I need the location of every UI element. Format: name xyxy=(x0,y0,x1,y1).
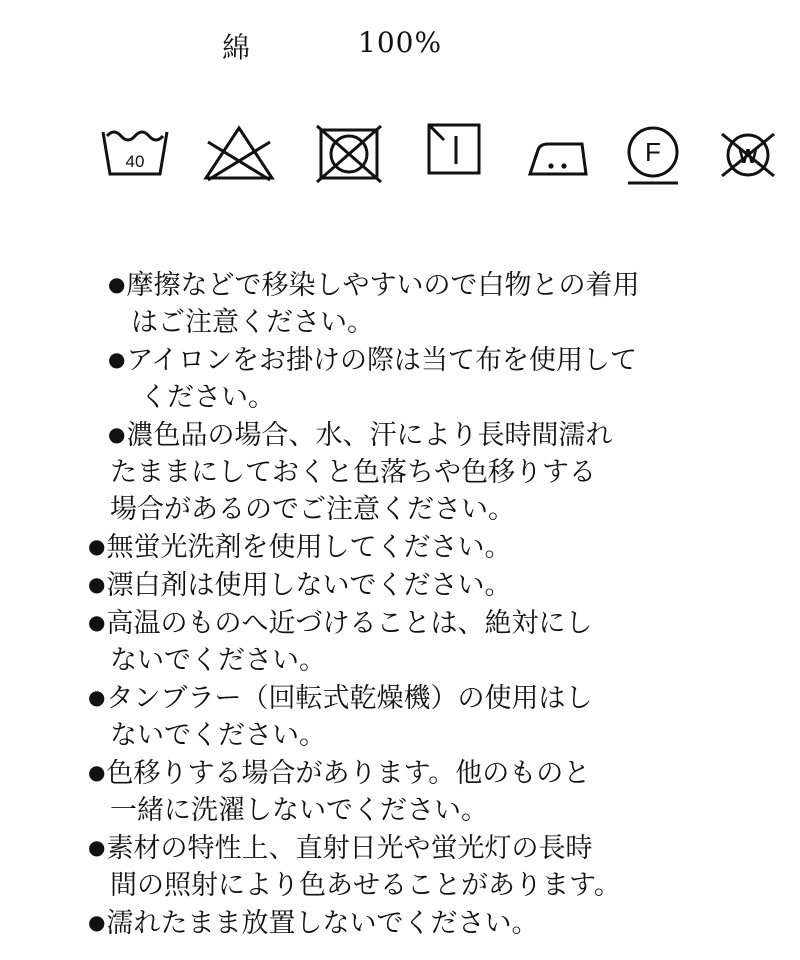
bullet: ● xyxy=(88,534,106,558)
note-line: たままにしておくと色落ちや色移りする xyxy=(110,457,596,488)
note-line: 一緒に洗濯しないでください。 xyxy=(110,795,488,826)
note-line: 漂白剤は使用しないでください。 xyxy=(106,570,512,601)
note-line: 摩擦などで移染しやすいので白物との着用 xyxy=(126,270,640,301)
wet-clean-letter: W xyxy=(738,146,758,168)
note-line: 濡れたまま放置しないでください。 xyxy=(106,908,539,939)
bullet: ● xyxy=(88,910,106,934)
dry-clean-f-icon xyxy=(624,126,682,186)
note-item xyxy=(0,566,800,604)
fiber-name: 綿 xyxy=(222,31,252,64)
note-line: ください。 xyxy=(140,382,275,413)
iron-low-icon xyxy=(526,138,590,180)
bullet: ● xyxy=(88,572,106,596)
wash-temp-label: 40 xyxy=(125,152,145,171)
note-line: 素材の特性上、直射日光や蛍光灯の長時 xyxy=(106,833,593,864)
bullet: ● xyxy=(88,760,106,784)
note-item xyxy=(0,904,800,942)
note-line: 高温のものへ近づけることは、絶対にし xyxy=(106,608,593,639)
note-line: 間の照射により色あせることがあります。 xyxy=(110,870,621,901)
note-line: 場合があるのでご注意ください。 xyxy=(110,494,515,525)
care-notes xyxy=(0,266,800,942)
note-item xyxy=(0,754,800,829)
note-line: アイロンをお掛けの際は当て布を使用して xyxy=(126,345,638,376)
bullet: ● xyxy=(108,347,126,371)
note-line: 無蛍光洗剤を使用してください。 xyxy=(106,532,512,563)
no-bleach-icon xyxy=(202,124,276,182)
note-item xyxy=(0,341,800,416)
no-wet-clean-icon xyxy=(718,132,778,178)
note-line: はご注意ください。 xyxy=(131,307,374,338)
note-item xyxy=(0,528,800,566)
note-line: ないでください。 xyxy=(110,645,326,676)
note-line: 濃色品の場合、水、汗により長時間濡れ xyxy=(126,420,613,451)
note-line: タンブラー（回転式乾燥機）の使用はし xyxy=(106,683,593,714)
note-line: 色移りする場合があります。他のものと xyxy=(106,758,591,789)
bullet: ● xyxy=(108,272,126,296)
bullet: ● xyxy=(88,685,106,709)
care-symbols-row xyxy=(0,118,800,198)
bullet: ● xyxy=(88,835,106,859)
fiber-percent: 100% xyxy=(358,26,443,59)
note-item xyxy=(0,679,800,754)
line-dry-shade-icon xyxy=(426,122,482,176)
note-line: ないでください。 xyxy=(110,720,326,751)
note-item xyxy=(0,416,800,528)
note-item xyxy=(0,266,800,341)
bullet: ● xyxy=(108,422,126,446)
no-tumble-dry-icon xyxy=(314,122,384,184)
bullet: ● xyxy=(88,610,106,634)
wash-40-icon xyxy=(100,124,170,180)
note-item xyxy=(0,829,800,904)
note-item xyxy=(0,604,800,679)
dry-clean-letter: F xyxy=(645,137,661,167)
